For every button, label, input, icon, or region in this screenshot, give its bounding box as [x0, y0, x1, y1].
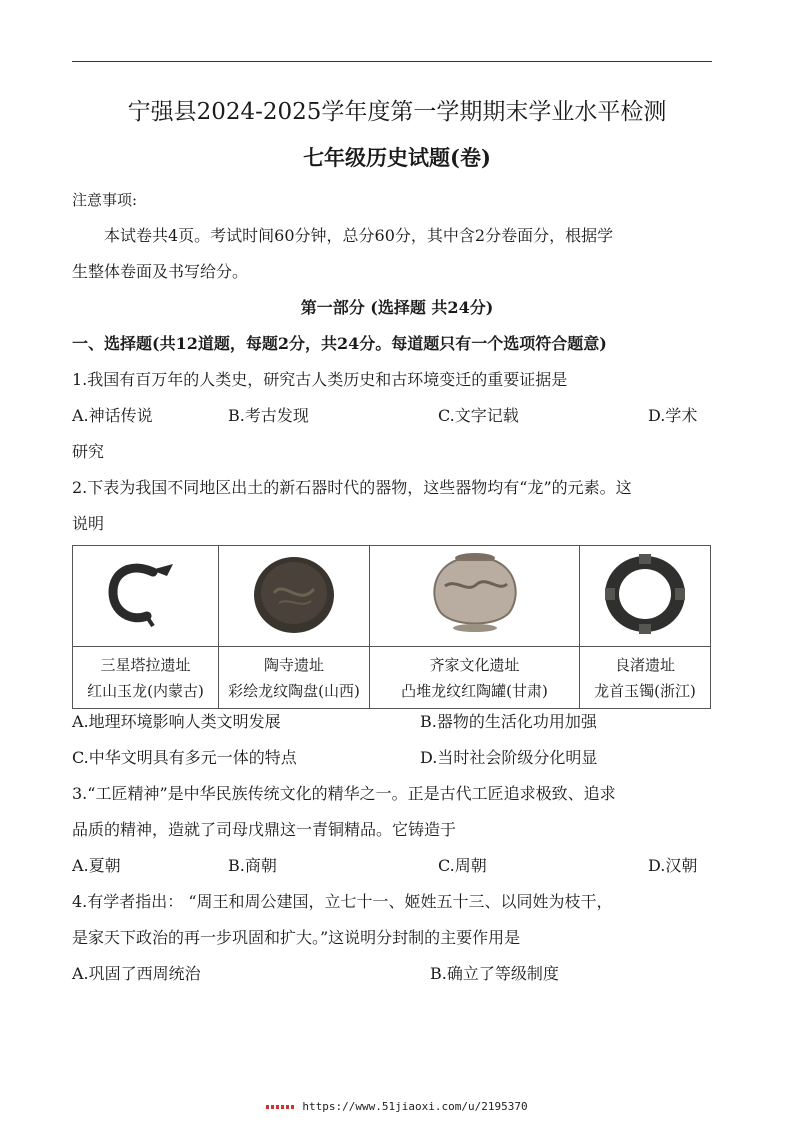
jade-dragon-image	[91, 554, 201, 634]
artifact-image-cell	[73, 546, 219, 647]
painted-plate-image	[239, 549, 349, 639]
artifact-caption	[219, 647, 370, 709]
q2-option-d: D.当时社会阶级分化明显	[420, 748, 598, 767]
q4-option-a: A.巩固了西周统治	[72, 964, 201, 983]
q2-stem-line-1: 2.下表为我国不同地区出土的新石器时代的器物，这些器物均有“龙”的元素。这	[72, 478, 632, 497]
q1-option-b: B.考古发现	[228, 406, 309, 425]
part1-instruction: 一、选择题(共12道题，每题2分，共24分。每道题只有一个选项符合题意)	[72, 334, 607, 353]
q3-stem-line-1: 3.“工匠精神”是中华民族传统文化的精华之一。正是古代工匠追求极致、追求	[72, 784, 616, 803]
q2-option-b: B.器物的生活化功用加强	[420, 712, 597, 731]
q3-option-d: D.汉朝	[648, 856, 698, 875]
notice-line-1: 本试卷共4页。考试时间60分钟，总分60分，其中含2分卷面分，根据学	[104, 226, 614, 245]
artifact-table	[72, 545, 711, 709]
pottery-jar-image	[415, 548, 535, 640]
notice-heading: 注意事项:	[72, 191, 138, 209]
artifact-site: 陶寺遗址	[263, 655, 324, 674]
q1-option-d-continued: 研究	[72, 442, 105, 461]
artifact-site: 齐家文化遗址	[429, 655, 520, 674]
q3-stem-line-2: 品质的精神，造就了司母戊鼎这一青铜精品。它铸造于	[72, 820, 457, 839]
q3-option-b: B.商朝	[228, 856, 277, 875]
q4-option-b: B.确立了等级制度	[430, 964, 559, 983]
part1-title: 第一部分 (选择题 共24分)	[300, 298, 494, 317]
q1-option-d: D.学术	[648, 406, 698, 425]
artifact-caption	[580, 647, 711, 709]
q3-option-a: A.夏朝	[72, 856, 121, 875]
artifact-name: 彩绘龙纹陶盘(山西)	[228, 681, 360, 700]
q1-option-a: A.神话传说	[72, 406, 153, 425]
q4-stem-line-2: 是家天下政治的再一步巩固和扩大。”这说明分封制的主要作用是	[72, 928, 521, 947]
artifact-site: 良渚遗址	[614, 655, 675, 674]
notice-line-2: 生整体卷面及书写给分。	[72, 262, 249, 281]
q2-stem-line-2: 说明	[72, 514, 105, 533]
q2-option-c: C.中华文明具有多元一体的特点	[72, 748, 297, 767]
artifact-name: 龙首玉镯(浙江)	[594, 681, 696, 700]
footer	[0, 1100, 794, 1113]
artifact-caption	[73, 647, 219, 709]
q3-option-c: C.周朝	[438, 856, 487, 875]
artifact-image-cell	[580, 546, 711, 647]
jade-bracelet-image	[595, 548, 695, 640]
q1-stem: 1.我国有百万年的人类史，研究古人类历史和古环境变迁的重要证据是	[72, 370, 568, 389]
footer-url[interactable]: https://www.51jiaoxi.com/u/2195370	[302, 1100, 528, 1113]
q2-option-a: A.地理环境影响人类文明发展	[72, 712, 281, 731]
artifact-image-cell	[219, 546, 370, 647]
artifact-name: 凸堆龙纹红陶罐(甘肃)	[401, 681, 548, 700]
site-logo-icon	[266, 1105, 296, 1109]
q4-stem-line-1: 4.有学者指出： “周王和周公建国，立七十一、姬姓五十三、以同姓为枝干，	[72, 892, 613, 911]
header-rule	[72, 61, 712, 62]
artifact-caption	[370, 647, 580, 709]
artifact-image-cell	[370, 546, 580, 647]
exam-title: 宁强县2024-2025学年度第一学期期末学业水平检测	[127, 99, 667, 125]
artifact-site: 三星塔拉遗址	[100, 655, 191, 674]
artifact-name: 红山玉龙(内蒙古)	[87, 681, 204, 700]
exam-subtitle: 七年级历史试题(卷)	[303, 145, 491, 170]
q1-option-c: C.文字记载	[438, 406, 519, 425]
